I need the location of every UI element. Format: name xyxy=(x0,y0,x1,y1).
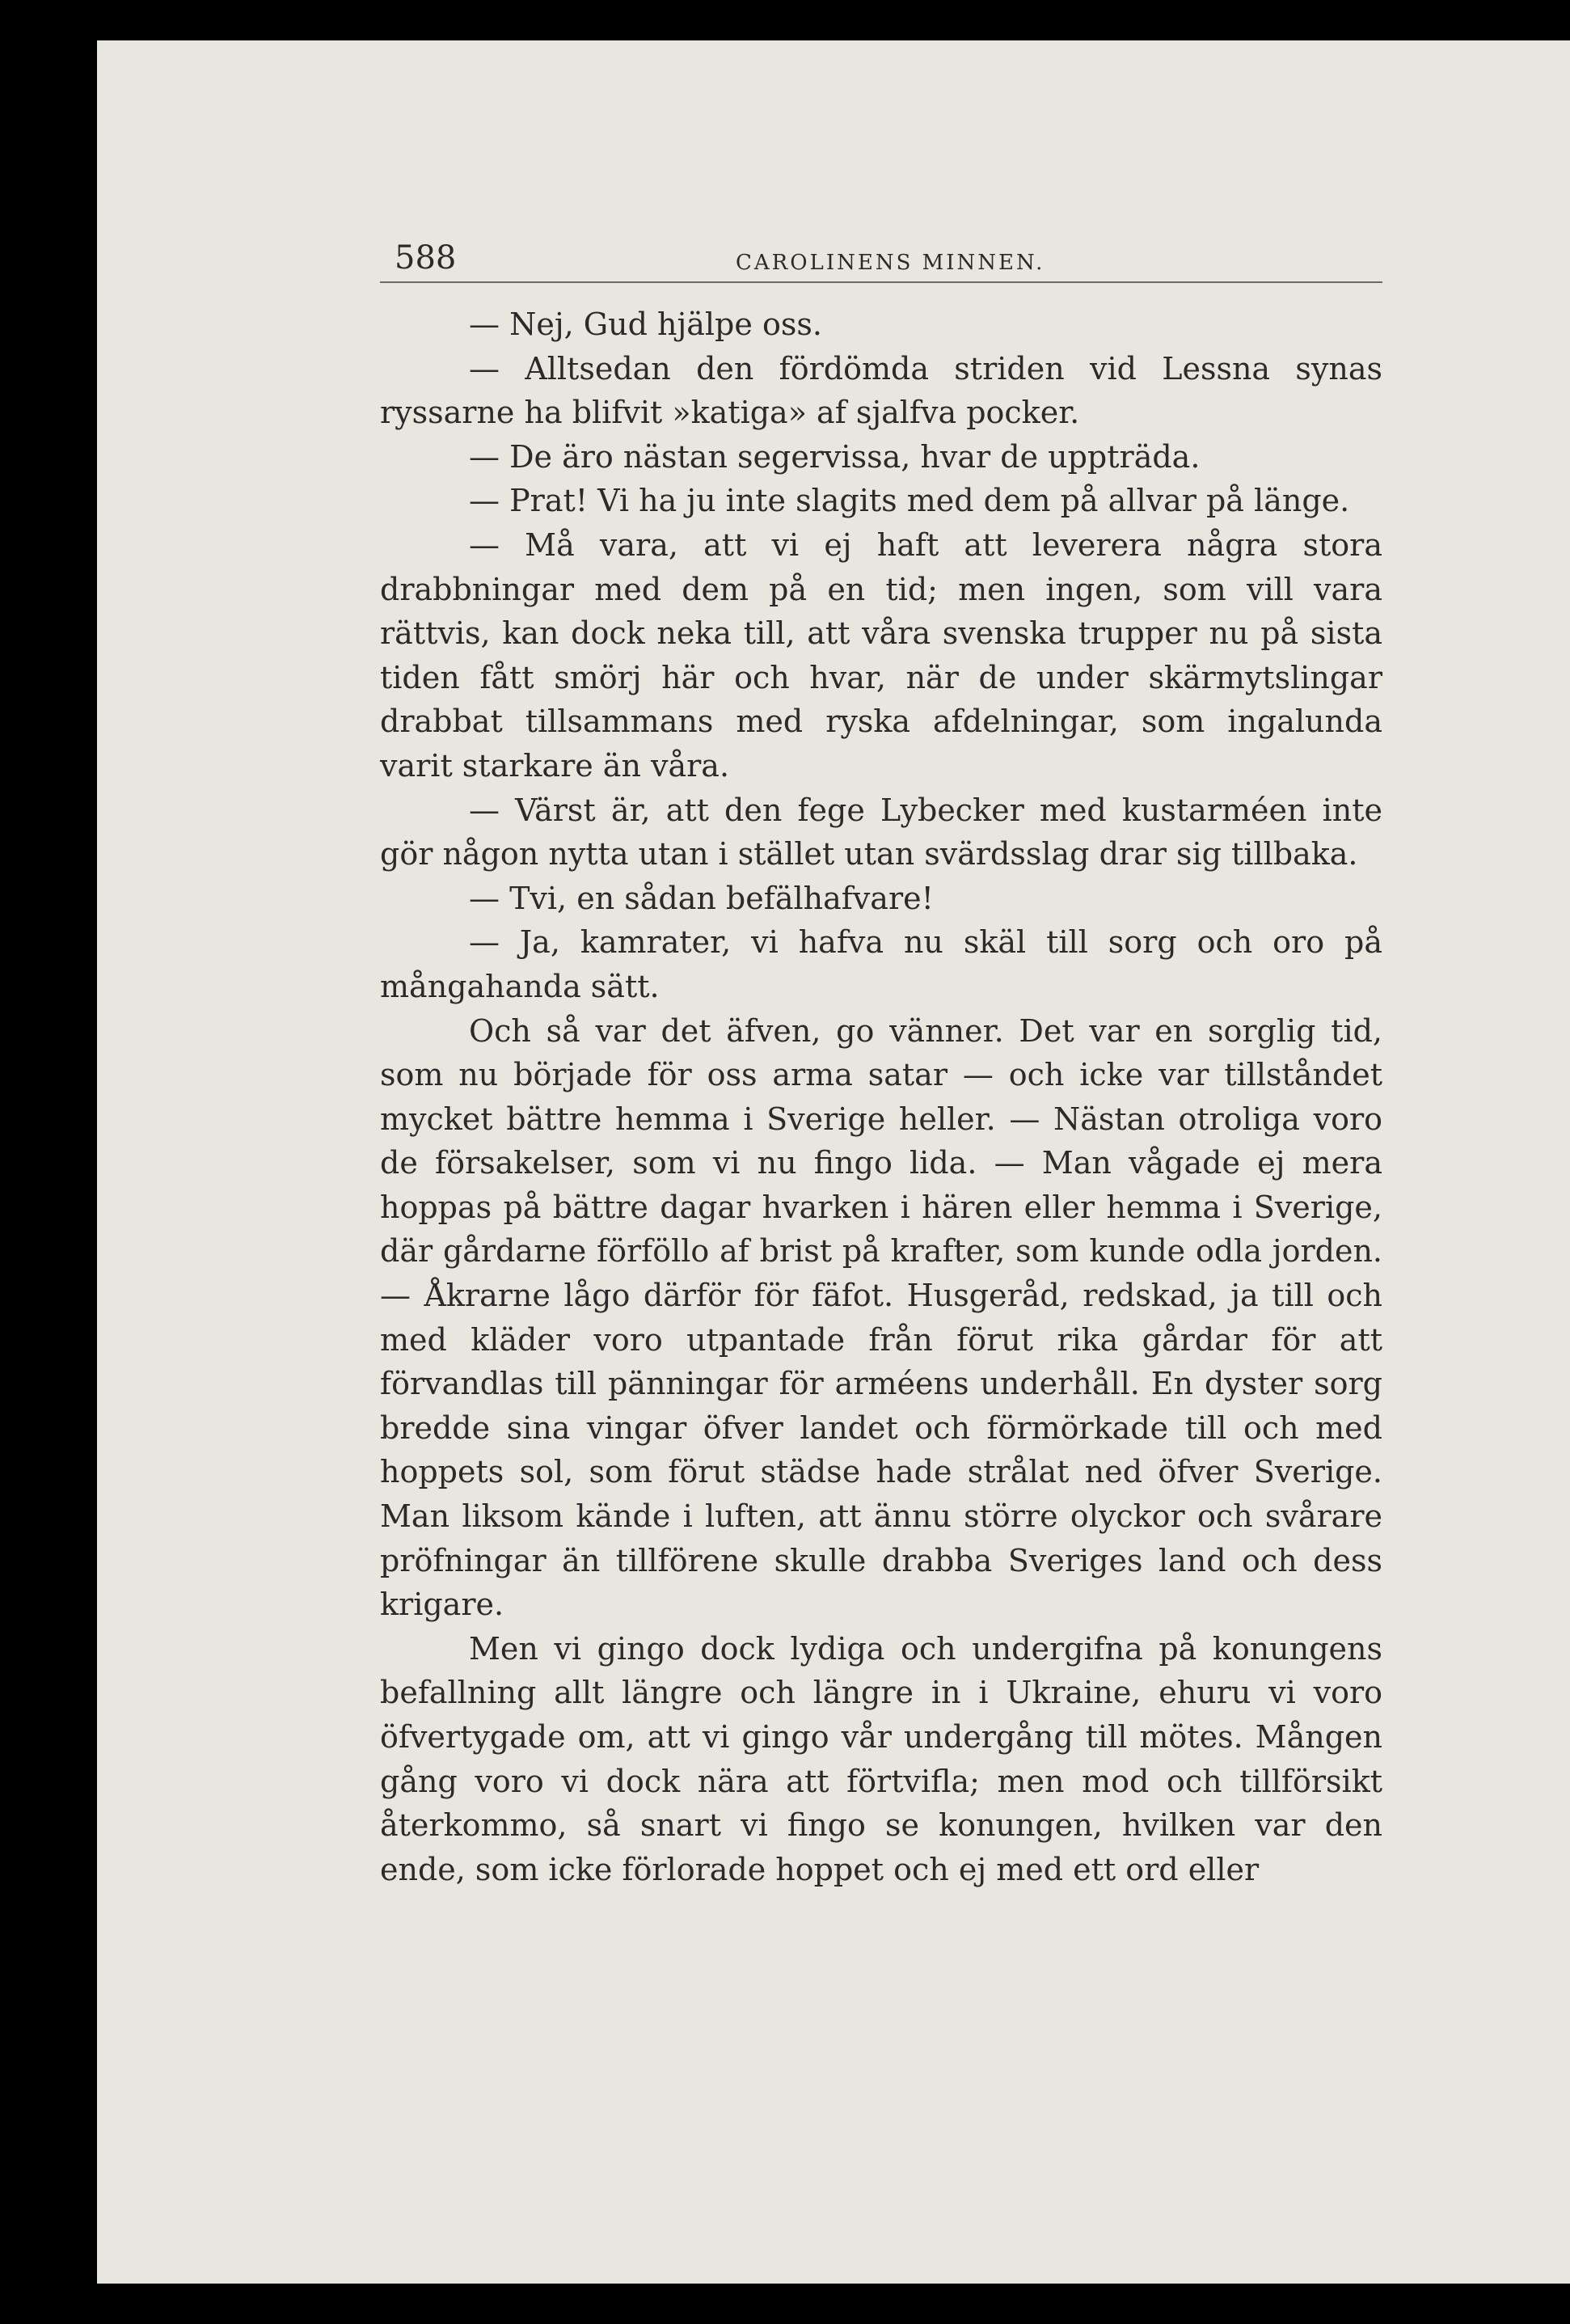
running-title: CAROLINENS MINNEN. xyxy=(736,251,1045,275)
page-text-block xyxy=(380,233,1382,1891)
narrative-paragraph: Och så var det äfven, go vänner. Det var en sorglig tid, som nu började för oss arma satar — och icke var tillståndet mycket bättre hemma i Sverige heller. — Nästan otroliga voro de försakelser, som vi nu fingo lida. — Man vågade ej mera hoppas på bättre dagar hvarken i hären eller hemma i Sverige, där gårdarne förföllo af brist på krafter, som kunde odla jorden. — Åkrarne lågo därför för fäfot. Husgeråd, redskad, ja till och med kläder voro utpantade från förut rika gårdar för att förvandlas till pänningar för arméens underhåll. En dyster sorg bredde sina vingar öfver landet och förmörkade till och med hoppets sol, som förut städse hade strålat ned öfver Sverige. Man liksom kände i luften, att ännu större olyckor och svårare pröfningar än tillförene skulle drabba Sveriges land och dess krigare. xyxy=(380,1012,1382,1623)
dialogue-line: — Prat! Vi ha ju inte slagits med dem på allvar på länge. xyxy=(469,483,1350,519)
dialogue-line: — Må vara, att vi ej haft att leverera några stora drabbningar med dem på en tid; men ingen, som vill vara rättvis, kan dock neka till, att våra svenska trupper nu på sista tiden fått smörj här och hvar, när de under skärmytslingar drabbat tillsammans med ryska afdelningar, som ingalunda varit starkare än våra. xyxy=(380,526,1382,784)
dialogue-line: — Nej, Gud hjälpe oss. xyxy=(469,306,822,342)
dialogue-line: — Tvi, en sådan befälhafvare! xyxy=(469,880,934,916)
narrative-paragraph: Men vi gingo dock lydiga och undergifna på konungens befallning allt längre och längre in i Ukraine, ehuru vi voro öfvertygade om, att vi gingo vår undergång till mötes. Mången gång voro vi dock nära att förtvifla; men mod och tillförsikt återkommo, så snart vi fingo se konungen, hvilken var den ende, som icke förlorade hoppet och ej med ett ord eller xyxy=(380,1630,1382,1887)
dialogue-line: — De äro nästan segervissa, hvar de uppträda. xyxy=(469,438,1201,475)
dialogue-line: — Värst är, att den fege Lybecker med kustarméen inte gör någon nytta utan i stället utan svärdsslag drar sig tillbaka. xyxy=(380,792,1382,873)
dialogue-line: — Alltsedan den fördömda striden vid Lessna synas ryssarne ha blifvit »katiga» af sjalfva pocker. xyxy=(380,350,1382,431)
dialogue-line: — Ja, kamrater, vi hafva nu skäl till sorg och oro på mångahanda sätt. xyxy=(380,924,1382,1004)
page-number: 588 xyxy=(395,239,457,277)
running-head xyxy=(380,233,1382,283)
